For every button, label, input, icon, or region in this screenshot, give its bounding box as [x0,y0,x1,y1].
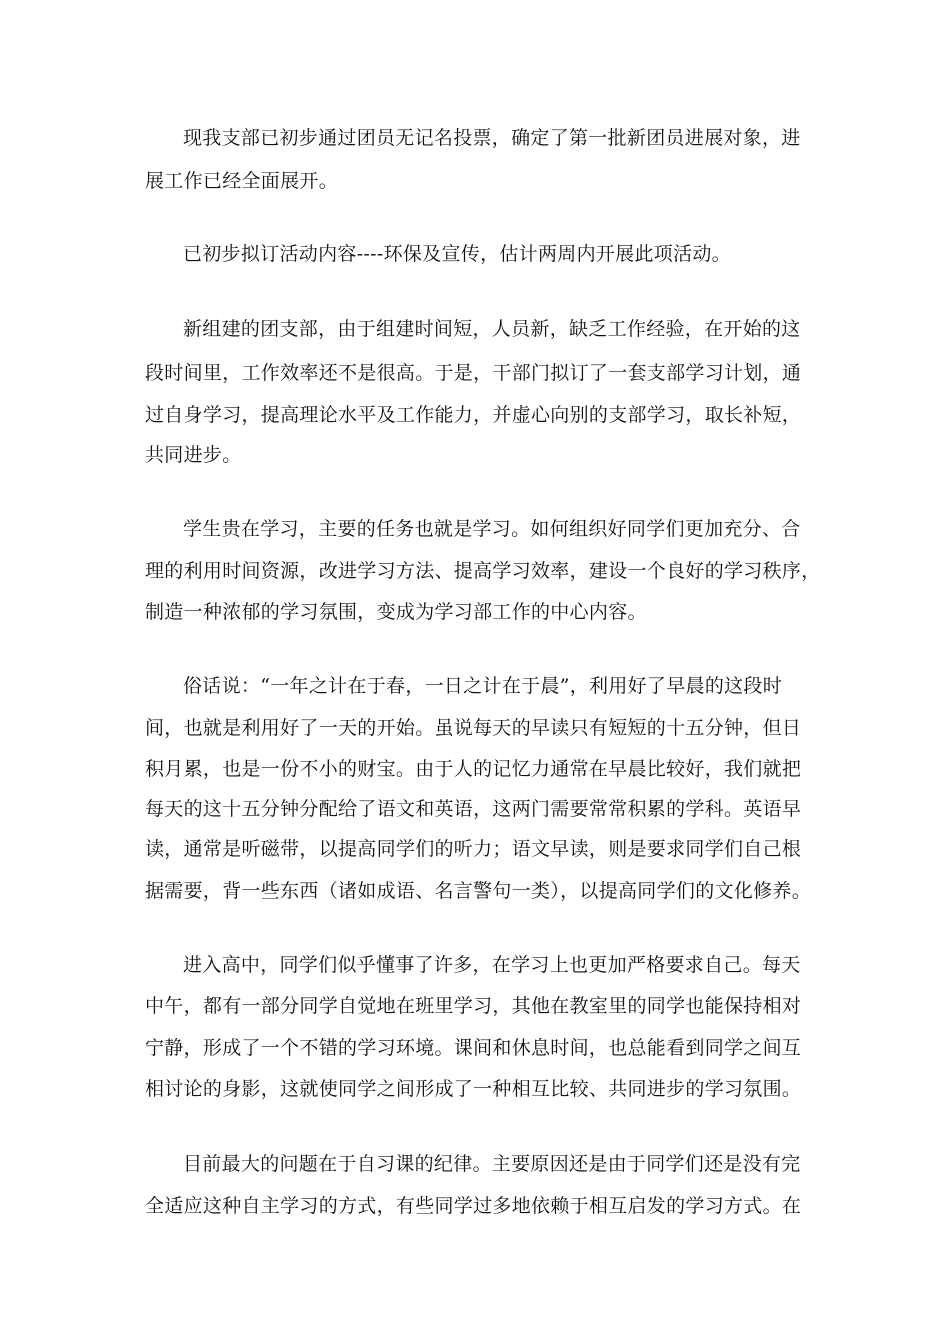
paragraph-6-line-2: 中午，都有一部分同学自觉地在班里学习，其他在教室里的同学也能保持相对 [145,995,802,1017]
paragraph-4-line-2: 理的利用时间资源，改进学习方法、提高学习效率，建设一个良好的学习秩序， [145,560,821,582]
paragraph-7-line-1: 目前最大的问题在于自习课的纪律。主要原因还是由于同学们还是没有完 [183,1153,801,1175]
paragraph-5-line-6: 据需要，背一些东西（诸如成语、名言警句一类），以提高同学们的文化修养。 [145,880,812,902]
paragraph-3-line-3: 过自身学习，提高理论水平及工作能力，并虚心向别的支部学习，取长补短， [145,404,802,426]
paragraph-6-line-1: 进入高中，同学们似乎懂事了许多，在学习上也更加严格要求自己。每天 [183,954,801,976]
paragraph-5-line-1: 俗话说：“一年之计在于春，一日之计在于晨”，利用好了早晨的这段时 [183,675,783,697]
paragraph-5-line-2: 间，也就是利用好了一天的开始。虽说每天的早读只有短短的十五分钟，但日 [145,717,802,739]
paragraph-4-line-3: 制造一种浓郁的学习氛围，变成为学习部工作的中心内容。 [145,601,647,623]
paragraph-2-line-1: 已初步拟订活动内容----环保及宣传，估计两周内开展此项活动。 [183,243,731,265]
paragraph-4-line-1: 学生贵在学习，主要的任务也就是学习。如何组织好同学们更加充分、合 [183,518,801,540]
paragraph-1-line-2: 展工作已经全面展开。 [145,170,339,192]
paragraph-5-line-4: 每天的这十五分钟分配给了语文和英语，这两门需要常常积累的学科。英语早 [145,798,802,820]
paragraph-3-line-2: 段时间里，工作效率还不是很高。于是，干部门拟订了一套支部学习计划，通 [145,362,802,384]
paragraph-5-line-5: 读，通常是听磁带，以提高同学们的听力；语文早读，则是要求同学们自己根 [145,838,802,860]
paragraph-6-line-3: 宁静，形成了一个不错的学习环境。课间和休息时间，也总能看到同学之间互 [145,1037,802,1059]
paragraph-6-line-4: 相讨论的身影，这就使同学之间形成了一种相互比较、共同进步的学习氛围。 [145,1078,802,1100]
paragraph-1-line-1: 现我支部已初步通过团员无记名投票，确定了第一批新团员进展对象，进 [183,127,801,149]
paragraph-3-line-4: 共同进步。 [145,444,242,466]
paragraph-5-line-3: 积月累，也是一份不小的财宝。由于人的记忆力通常在早晨比较好，我们就把 [145,758,802,780]
paragraph-3-line-1: 新组建的团支部，由于组建时间短，人员新，缺乏工作经验，在开始的这 [183,318,801,340]
paragraph-7-line-2: 全适应这种自主学习的方式，有些同学过多地依赖于相互启发的学习方式。在 [145,1195,802,1217]
